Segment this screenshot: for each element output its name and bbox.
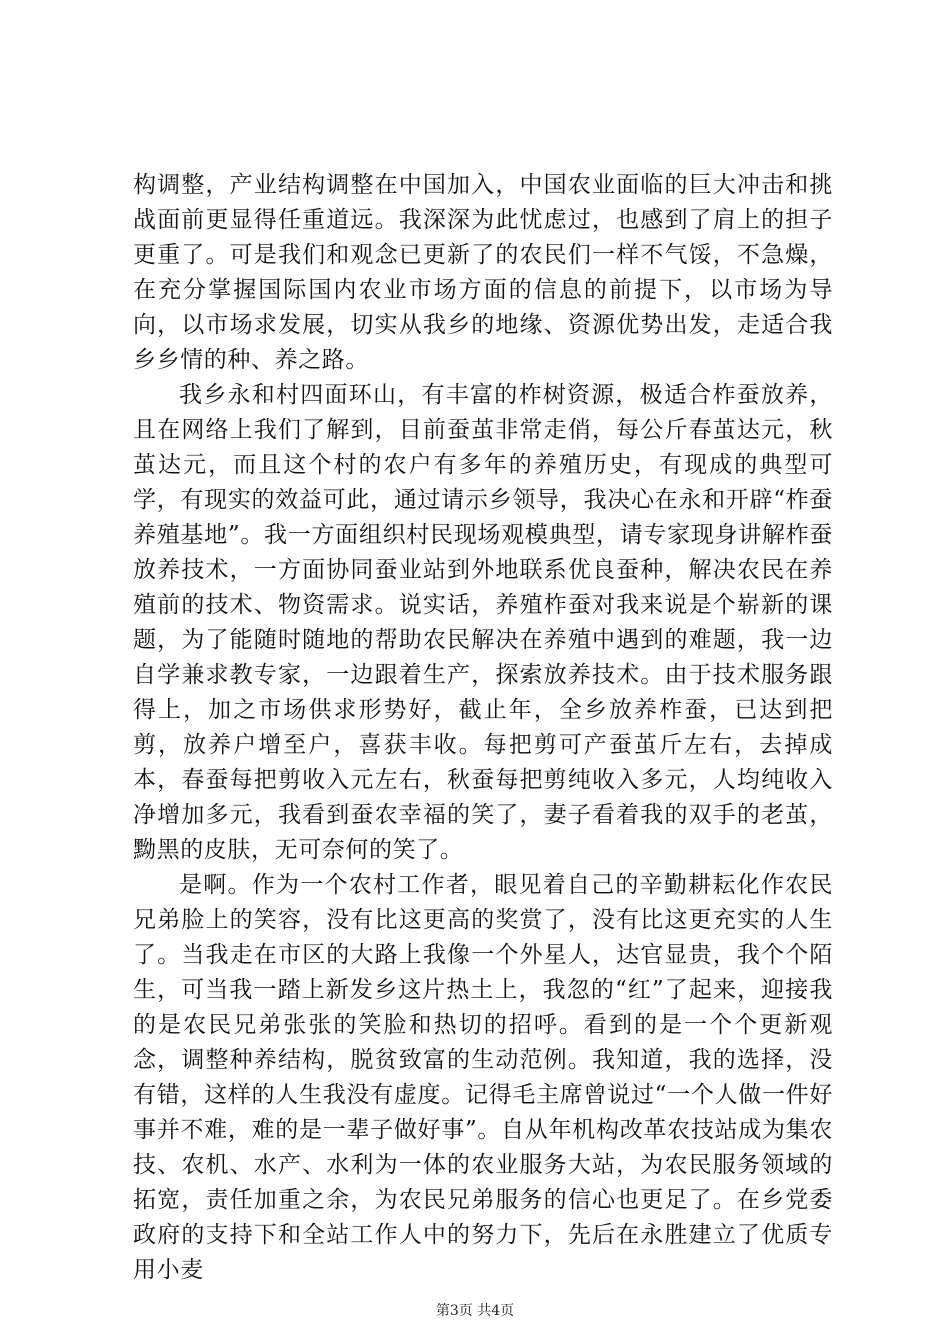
page-footer: 第3页 共4页	[435, 1303, 515, 1319]
paragraph-3: 是啊。作为一个农村工作者，眼见着自己的辛勤耕耘化作农民兄弟脸上的笑容，没有比这更高的奖赏了，没有比这更充实的人生了。当我走在市区的大路上我像一个外星人，达官显贵，我个个陌生，可当我一踏上新发乡这片热土上，我忽的“红”了起来，迎接我的是农民兄弟张张的笑脸和热切的招呼。看到的是一个个更新观念，调整种养结构，脱贫致富的生动范例。我知道，我的选择，没有错，这样的人生我没有虚度。记得毛主席曾说过“一个人做一件好事并不难，难的是一辈子做好事”。自从年机构改革农技站成为集农技、农机、水产、水利为一体的农业服务大站，为农民服务领域的拓宽，责任加重之余，为农民兄弟服务的信心也更足了。在乡党委政府的支持下和全站工作人中的努力下，先后在永胜建立了优质专用小麦	[133, 872, 833, 1283]
paragraph-2: 我乡永和村四面环山，有丰富的柞树资源，极适合柞蚕放养，且在网络上我们了解到，目前蚕茧非常走俏，每公斤春茧达元，秋茧达元，而且这个村的农户有多年的养殖历史，有现成的典型可学，有现实的效益可此，通过请示乡领导，我决心在永和开辟“柞蚕养殖基地”。我一方面组织村民现场观模典型，请专家现身讲解柞蚕放养技术，一方面协同蚕业站到外地联系优良蚕种，解决农民在养殖前的技术、物资需求。说实话，养殖柞蚕对我来说是个崭新的课题，为了能随时随地的帮助农民解决在养殖中遇到的难题，我一边自学兼求教专家，一边跟着生产，探索放养技术。由于技术服务跟得上，加之市场供求形势好，截止年，全乡放养柞蚕，已达到把剪，放养户增至户，喜获丰收。每把剪可产蚕茧斤左右，去掉成本，春蚕每把剪收入元左右，秋蚕每把剪纯收入多元，人均纯收入净增加多元，我看到蚕农幸福的笑了，妻子看着我的双手的老茧，黝黑的皮肤，无可奈何的笑了。	[133, 382, 833, 863]
body-text	[133, 168, 833, 1288]
paragraph-1: 构调整，产业结构调整在中国加入，中国农业面临的巨大冲击和挑战面前更显得任重道远。我深深为此忧虑过，也感到了肩上的担子更重了。可是我们和观念已更新了的农民们一样不气馁，不急燥，在充分掌握国际国内农业市场方面的信息的前提下，以市场为导向，以市场求发展，切实从我乡的地缘、资源优势出发，走适合我乡乡情的种、养之路。	[133, 172, 833, 373]
